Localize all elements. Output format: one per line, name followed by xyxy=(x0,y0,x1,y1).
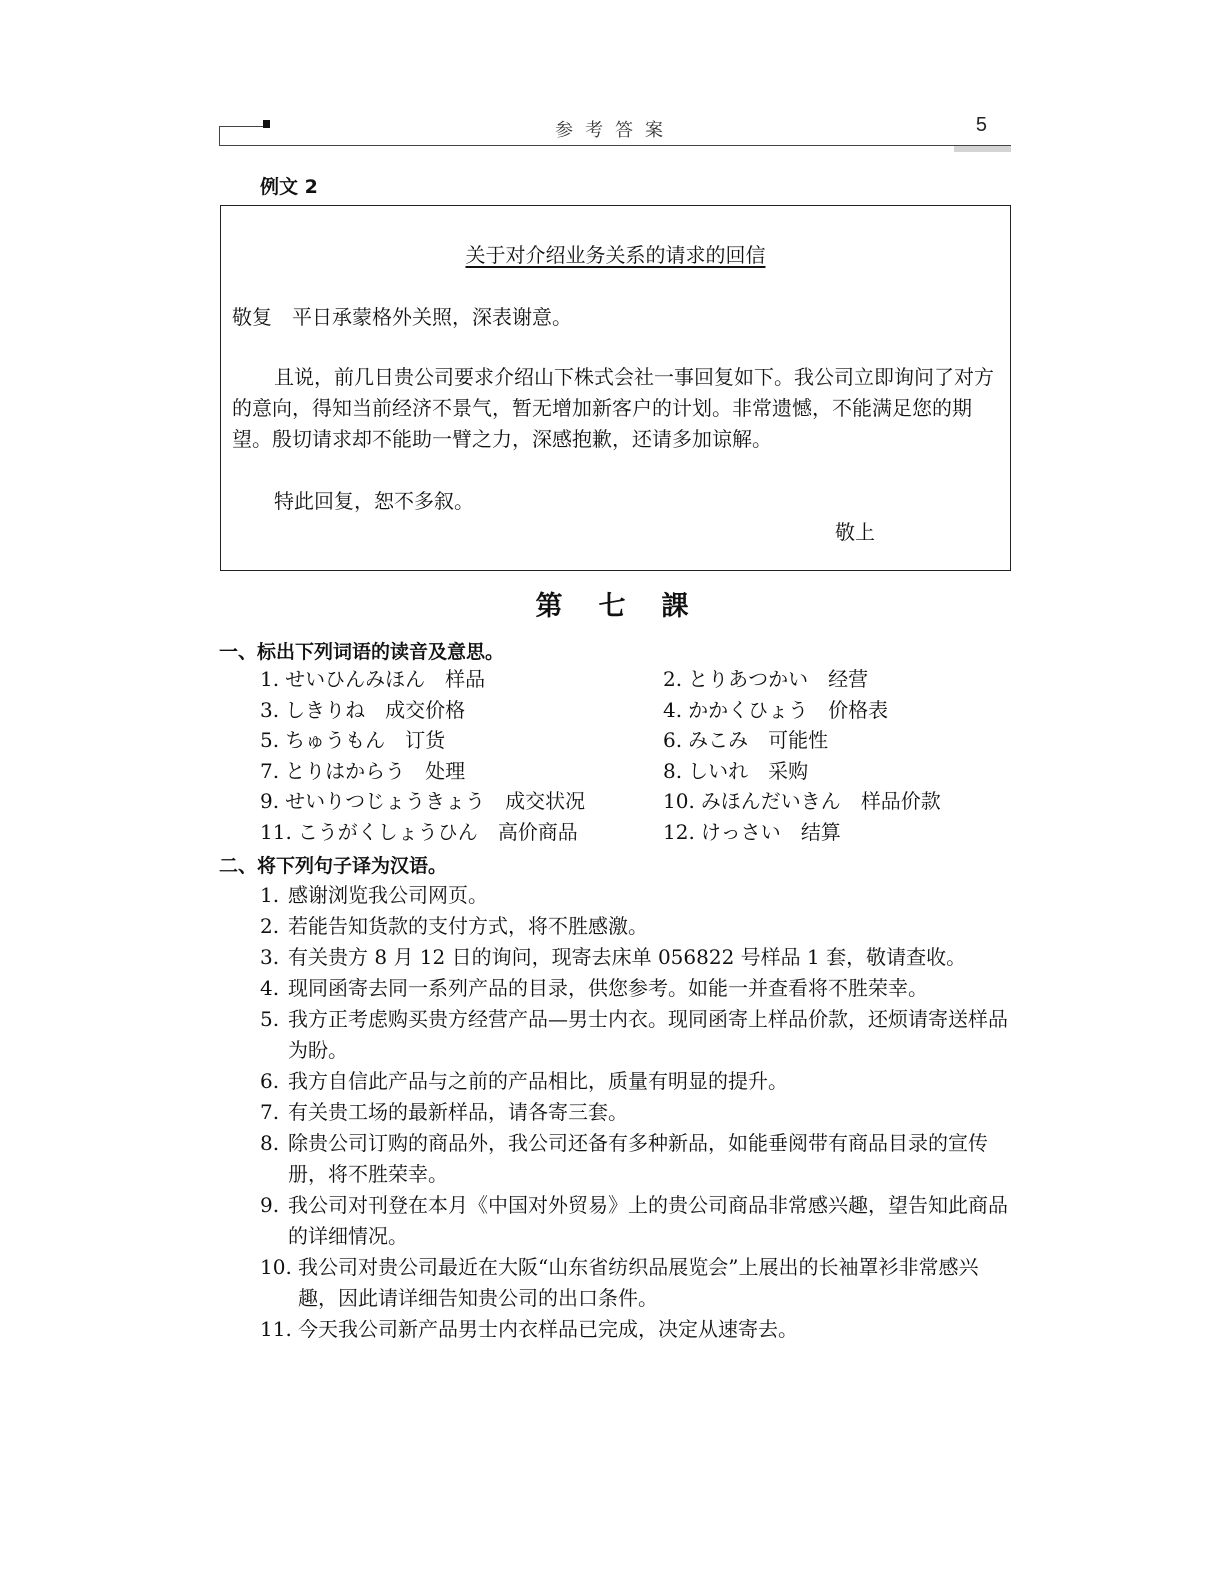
vocab-row xyxy=(260,725,1020,756)
sentence-text: 我公司对贵公司最近在大阪“山东省纺织品展览会”上展出的长袖罩衫非常感兴趣，因此请详细告知贵公司的出口条件。 xyxy=(298,1255,979,1310)
sentence-number: 2. xyxy=(260,914,280,938)
letter-title xyxy=(221,239,1010,268)
header-rule xyxy=(219,145,1011,146)
sentence-list xyxy=(260,880,1012,1345)
vocab-item xyxy=(663,756,808,786)
vocab-reading: こうがくしょうひん xyxy=(297,819,478,844)
vocab-number: 10. xyxy=(663,789,695,814)
vocab-number: 4. xyxy=(663,697,683,722)
letter-signature: 敬上 xyxy=(835,520,875,544)
vocab-number: 3. xyxy=(260,697,280,722)
vocab-item xyxy=(663,817,841,847)
vocab-number: 9. xyxy=(260,789,280,814)
vocab-reading: とりはからう xyxy=(285,758,406,783)
sentence-item xyxy=(260,1066,1012,1097)
vocab-reading: みほんだいきん xyxy=(700,789,841,814)
sentence-text: 除贵公司订购的商品外，我公司还备有多种新品，如能垂阅带有商品目录的宣传册，将不胜荣幸。 xyxy=(288,1131,988,1186)
vocab-row xyxy=(260,756,1020,787)
vocab-reading: みこみ xyxy=(688,728,749,753)
sentence-item xyxy=(260,1190,1012,1252)
vocab-meaning: 成交价格 xyxy=(385,697,466,722)
sentence-item xyxy=(260,911,1012,942)
vocab-reading: かかくひょう xyxy=(688,697,809,722)
letter-closing: 特此回复，恕不多叙。 xyxy=(274,489,474,513)
section-1-heading: 一、标出下列词语的读音及意思。 xyxy=(219,641,505,663)
sentence-text: 我方自信此产品与之前的产品相比，质量有明显的提升。 xyxy=(288,1069,788,1093)
sentence-number: 11. xyxy=(260,1317,292,1341)
vocab-row xyxy=(260,664,1020,695)
header-title: 参考答案 xyxy=(555,120,675,141)
section-2-heading: 二、将下列句子译为汉语。 xyxy=(219,855,448,877)
sentence-text: 感谢浏览我公司网页。 xyxy=(288,883,488,907)
sentence-text: 现同函寄去同一系列产品的目录，供您参考。如能一并查看将不胜荣幸。 xyxy=(288,976,928,1000)
vocab-meaning: 结算 xyxy=(800,819,841,844)
vocab-item xyxy=(663,695,888,725)
vocab-reading: しいれ xyxy=(688,758,749,783)
sentence-number: 7. xyxy=(260,1100,280,1124)
example-label: 例文 2 xyxy=(260,176,318,198)
sentence-number: 6. xyxy=(260,1069,280,1093)
vocab-number: 7. xyxy=(260,758,280,783)
sentence-item xyxy=(260,942,1012,973)
vocab-item xyxy=(260,695,465,725)
vocab-number: 12. xyxy=(663,819,695,844)
sentence-text: 今天我公司新产品男士内衣样品已完成，决定从速寄去。 xyxy=(298,1317,798,1341)
vocab-item xyxy=(260,756,465,786)
vocab-reading: ちゅうもん xyxy=(285,728,386,753)
sentence-text: 有关贵工场的最新样品，请各寄三套。 xyxy=(288,1100,628,1124)
sentence-text: 若能告知货款的支付方式，将不胜感激。 xyxy=(288,914,648,938)
vocab-reading: しきりね xyxy=(285,697,366,722)
vocab-number: 6. xyxy=(663,728,683,753)
sentence-item xyxy=(260,880,1012,911)
vocab-meaning: 处理 xyxy=(425,758,466,783)
vocab-meaning: 订货 xyxy=(405,728,446,753)
lesson-title: 第七課 xyxy=(535,591,725,622)
vocab-number: 1. xyxy=(260,667,280,691)
sentence-item xyxy=(260,1128,1012,1190)
sentence-number: 10. xyxy=(260,1255,292,1279)
sentence-item xyxy=(260,1314,1012,1345)
sentence-item xyxy=(260,973,1012,1004)
sentence-item xyxy=(260,1252,1012,1314)
vocab-item xyxy=(663,664,868,694)
vocab-meaning: 经营 xyxy=(828,667,869,691)
vocab-reading: けっさい xyxy=(700,819,781,844)
vocab-meaning: 样品价款 xyxy=(860,789,941,814)
sentence-number: 9. xyxy=(260,1193,280,1217)
vocab-row xyxy=(260,695,1020,726)
vocab-meaning: 价格表 xyxy=(828,697,889,722)
vocab-reading: せいりつじょうきょう xyxy=(285,789,486,814)
sentence-number: 4. xyxy=(260,976,280,1000)
vocab-row xyxy=(260,817,1020,848)
sentence-text: 我方正考虑购买贵方经营产品—男士内衣。现同函寄上样品价款，还烦请寄送样品为盼。 xyxy=(288,1007,1008,1062)
sentence-text: 我公司对刊登在本月《中国对外贸易》上的贵公司商品非常感兴趣，望告知此商品的详细情况。 xyxy=(288,1193,1008,1248)
page-header xyxy=(219,112,1011,152)
letter-title-text: 关于对介绍业务关系的请求的回信 xyxy=(465,243,766,267)
sentence-number: 1. xyxy=(260,883,280,907)
vocab-meaning: 采购 xyxy=(768,758,809,783)
letter-box xyxy=(220,205,1011,571)
sentence-number: 3. xyxy=(260,945,280,969)
vocab-number: 2. xyxy=(663,667,683,691)
sentence-text: 有关贵方 8 月 12 日的询问，现寄去床单 056822 号样品 1 套，敬请查收。 xyxy=(288,945,967,969)
vocab-item xyxy=(663,725,828,755)
vocab-item xyxy=(663,786,941,816)
sentence-item xyxy=(260,1004,1012,1066)
vocab-item xyxy=(260,725,445,755)
vocab-number: 5. xyxy=(260,728,280,753)
vocab-meaning: 高价商品 xyxy=(497,819,578,844)
vocab-number: 11. xyxy=(260,819,292,844)
vocab-number: 8. xyxy=(663,758,683,783)
vocab-reading: とりあつかい xyxy=(688,667,809,691)
vocab-meaning: 成交状况 xyxy=(505,789,586,814)
vocab-item xyxy=(260,817,578,847)
header-shade-bar xyxy=(954,146,1011,152)
vocab-meaning: 可能性 xyxy=(768,728,829,753)
vocab-meaning: 样品 xyxy=(445,667,486,691)
vocab-item xyxy=(260,664,485,694)
vocab-list xyxy=(260,664,1020,848)
page-number: 5 xyxy=(975,114,987,136)
sentence-item xyxy=(260,1097,1012,1128)
sentence-number: 8. xyxy=(260,1131,280,1155)
letter-body: 且说，前几日贵公司要求介绍山下株式会社一事回复如下。我公司立即询问了对方的意向，得知当前经济不景气，暂无增加新客户的计划。非常遗憾，不能满足您的期望。殷切请求却不能助一臂之力，深感抱歉，还请多加谅解。 xyxy=(232,365,994,451)
vocab-row xyxy=(260,786,1020,817)
vocab-reading: せいひんみほん xyxy=(285,667,426,691)
sentence-number: 5. xyxy=(260,1007,280,1031)
vocab-item xyxy=(260,786,585,816)
letter-greeting: 敬复 平日承蒙格外关照，深表谢意。 xyxy=(232,305,572,329)
